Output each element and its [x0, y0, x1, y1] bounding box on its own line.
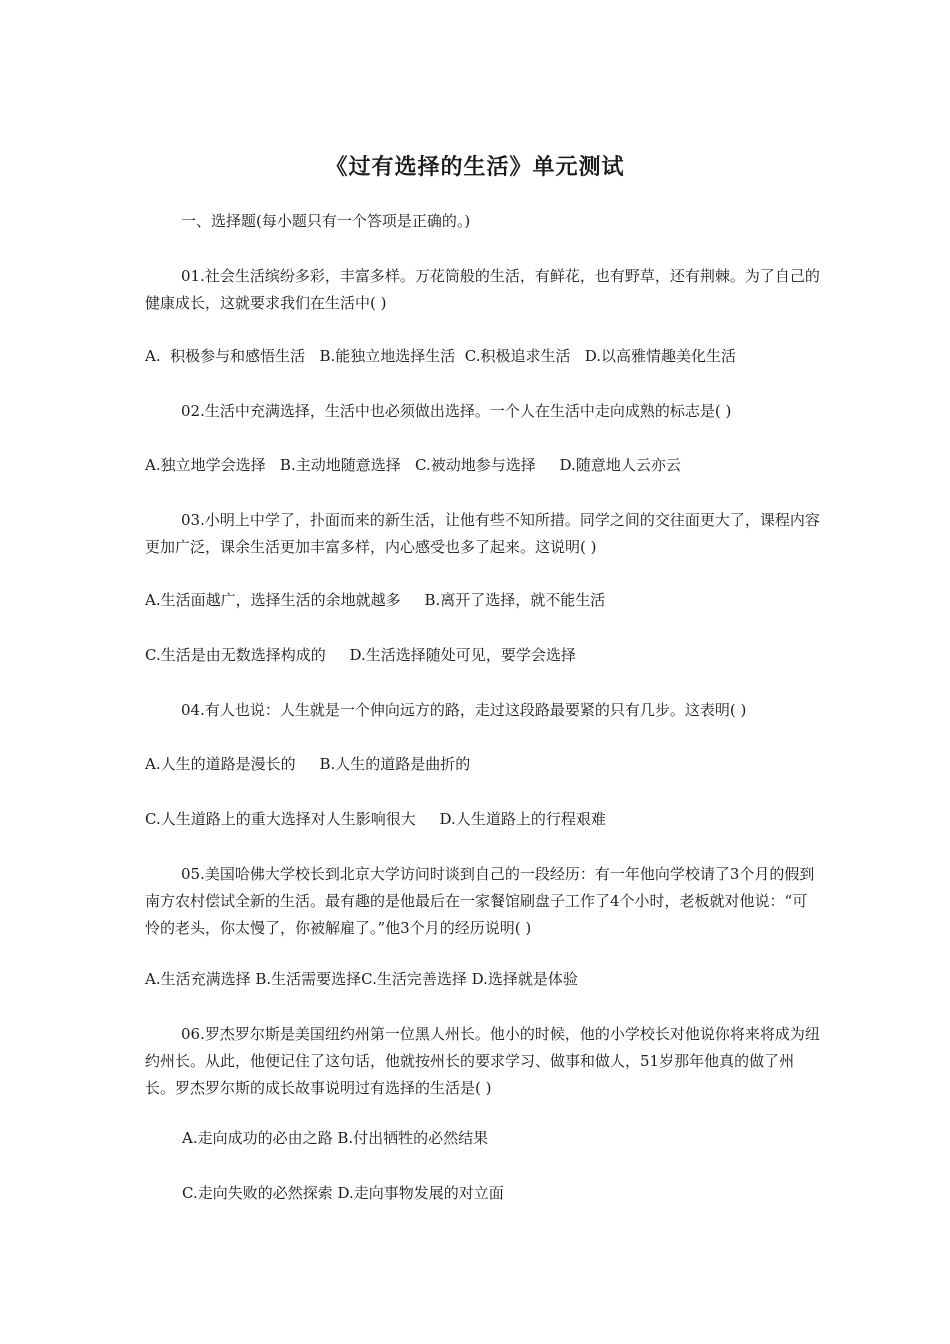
question-01-options: A. 积极参与和感悟生活 B.能独立地选择生活 C.积极追求生活 D.以高雅情趣美化生活: [145, 347, 737, 365]
question-06-options-line2: C.走向失败的必然探索 D.走向事物发展的对立面: [182, 1184, 504, 1202]
question-06-options-line1: A.走向成功的必由之路 B.付出牺牲的必然结果: [182, 1129, 489, 1147]
question-02-options: A.独立地学会选择 B.主动地随意选择 C.被动地参与选择 D.随意地人云亦云: [145, 456, 681, 474]
question-03-options-line2: C.生活是由无数选择构成的 D.生活选择随处可见，要学会选择: [145, 646, 576, 664]
question-05-stem: 05.美国哈佛大学校长到北京大学访问时谈到自己的一段经历：有一年他向学校请了3个月的假到南方农村偿试全新的生活。最有趣的是他最后在一家餐馆刷盘子工作了4个小时，老板就对他说：“可怜的老头，你太慢了，你被解雇了。”他3个月的经历说明( ): [145, 865, 815, 937]
question-06-stem: 06.罗杰罗尔斯是美国纽约州第一位黑人州长。他小的时候，他的小学校长对他说你将来将成为纽约州长。从此，他便记住了这句话，他就按州长的要求学习、做事和做人，51岁那年他真的做了州长。罗杰罗尔斯的成长故事说明过有选择的生活是( ): [145, 1025, 820, 1097]
question-03-options-line1: A.生活面越广，选择生活的余地就越多 B.离开了选择，就不能生活: [145, 591, 606, 609]
question-02-stem: 02.生活中充满选择，生活中也必须做出选择。一个人在生活中走向成熟的标志是( ): [181, 402, 732, 420]
page-title: 《过有选择的生活》单元测试: [325, 154, 625, 180]
question-04-stem: 04.有人也说：人生就是一个伸向远方的路，走过这段路最要紧的只有几步。这表明( ): [181, 701, 747, 719]
question-04-options-line2: C.人生道路上的重大选择对人生影响很大 D.人生道路上的行程艰难: [145, 810, 606, 828]
question-04-options-line1: A.人生的道路是漫长的 B.人生的道路是曲折的: [145, 755, 471, 773]
section-heading: 一、选择题(每小题只有一个答项是正确的。): [181, 212, 471, 230]
question-03-stem: 03.小明上中学了，扑面而来的新生活，让他有些不知所措。同学之间的交往面更大了，课程内容更加广泛，课余生活更加丰富多样，内心感受也多了起来。这说明( ): [145, 511, 820, 556]
question-05-options: A.生活充满选择 B.生活需要选择C.生活完善选择 D.选择就是体验: [145, 970, 578, 988]
question-01-stem: 01.社会生活缤纷多彩，丰富多样。万花筒般的生活，有鲜花，也有野草，还有荆棘。为了自己的健康成长，这就要求我们在生活中( ): [145, 267, 820, 312]
